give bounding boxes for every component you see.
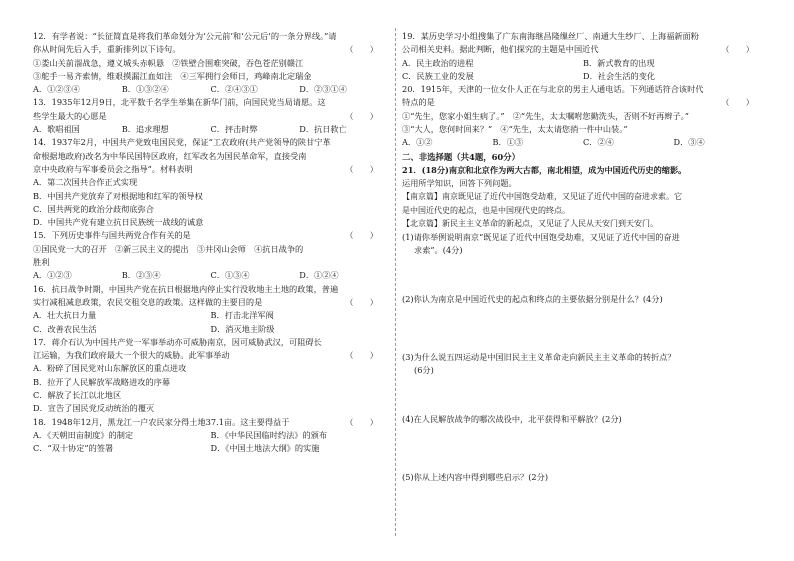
q13-option-d: D．抗日救亡	[299, 124, 347, 135]
q21-sub-4: (4)在人民解放战争的哪次战役中，北平获得和平解放？(2分)	[402, 414, 622, 425]
q16-stem-2: 实行减租减息政策，农民交租交息的政策。这样做的主要目的是	[33, 296, 263, 307]
q17-answer-paren: （ ）	[345, 350, 378, 361]
q21-sub-3a: (3)为什么说五四运动是中国旧民主主义革命走向新民主主义革命的转折点？	[402, 351, 676, 362]
q20-option-d: D．③④	[673, 137, 705, 148]
answer-space-3[interactable]	[402, 377, 764, 413]
q14-stem-3: 京中央政府与军事委员会之指导”。材料表明	[33, 163, 193, 174]
q21-sub-2: (2)你认为南京是中国近代史的起点和终点的主要依据分别是什么？(4分)	[402, 294, 663, 305]
q19-answer-paren: （ ）	[721, 44, 754, 55]
q13-stem-2: 些学生最大的心愿是	[33, 110, 107, 121]
q15-option-d: D．①②④	[299, 270, 339, 281]
q17-stem-2: 江运输，为我们政府最大一个很大的威胁。此军事举动	[33, 350, 230, 361]
q16-stem-1: 16．抗日战争时期，中国共产党在抗日根据地内停止实行没收地主土地的政策，普遍	[33, 283, 339, 294]
left-column	[33, 30, 388, 456]
q15-items-2: 胜利	[33, 257, 50, 268]
q12-items-1: ①娄山关前溜战急，遵义城头赤帜悬 ②铁壁合围难突破，吞色苍茫别赣江	[33, 57, 304, 68]
q20-stem-2: 特点的是	[402, 97, 435, 108]
q20-options	[402, 136, 764, 149]
q13-options	[33, 123, 388, 136]
q19-stem-1: 19．某历史学习小组搜集了广东南海继昌隆缫丝厂、南通大生纱厂、上海福新面粉	[402, 31, 699, 41]
q19-options-row-1	[402, 57, 764, 70]
q18-option-d: D．《中国土地法大纲》的实施	[210, 443, 320, 454]
right-column	[402, 30, 764, 484]
question-21	[402, 164, 764, 484]
q15-items-1: ①国民党一大的召开 ②新三民主义的提出 ③井冈山会师 ④抗日战争的	[33, 243, 304, 254]
q20-answer-paren: （ ）	[721, 97, 754, 108]
q15-option-b: B．②③④	[121, 270, 161, 281]
question-14	[33, 136, 388, 229]
q12-stem-1: 12．有学者说：“长征简直是将我们革命划分为‘公元前’和‘公元后’的一条分界线。”请	[33, 31, 337, 41]
section-heading-non-choice: 二、非选择题（共4题，60分）	[402, 151, 520, 162]
q18-stem: 18．1948年12月，黑龙江一户农民家分得土地37.1亩。这主要得益于	[33, 416, 290, 427]
q20-stem-1: 20．1915年，天津的一位女仆人正在与北京的男主人通电话。下列通话符合该时代	[402, 84, 704, 95]
q12-stem-2: 你从时间先后入手，重新排列以下诗句。	[33, 44, 181, 55]
q14-stem-1: 14．1937年2月，中国共产党致电国民党，保证“工农政府(共产党领导的陕甘宁革	[33, 137, 331, 148]
q21-material-nanjing-1: 【南京篇】南京既见证了近代中国饱受劫难，又见证了近代中国的奋进求索。它	[402, 192, 682, 202]
q18-options-row-1	[33, 429, 388, 442]
q20-option-c: C．②④	[583, 137, 614, 148]
q12-options	[33, 83, 388, 96]
answer-space-1[interactable]	[402, 257, 764, 293]
q12-option-c: C．②④③①	[210, 84, 258, 95]
q20-option-b: B．①③	[492, 137, 524, 148]
q12-option-b: B．①③②④	[121, 84, 169, 95]
q17-option-a: A．粉碎了国民党对山东解放区的重点进攻	[33, 363, 187, 374]
q13-answer-paren: （ ）	[345, 110, 378, 121]
q19-options-row-2	[402, 70, 764, 83]
q12-option-a: A．①②③④	[33, 84, 80, 95]
q21-sub-1b: 求索”。(4分)	[414, 245, 463, 256]
q13-option-a: A．歌唱祖国	[33, 124, 80, 135]
answer-space-2[interactable]	[402, 307, 764, 351]
q19-option-b: B．新式教育的出现	[583, 57, 655, 68]
q13-stem-1: 13．1935年12月9日，北平数千名学生举集在新华门前，向国民党当局请愿。这	[33, 97, 326, 108]
question-18	[33, 416, 388, 456]
q21-stem-1: 21．(18分)南京和北京作为两大古都，南北相望，成为中国近代历史的缩影。	[402, 164, 687, 175]
q13-option-c: C．抨击时弊	[210, 124, 258, 135]
q14-option-d: D．中国共产党有建立抗日民族统一战线的诚意	[33, 217, 204, 228]
q18-answer-paren: （ ）	[345, 416, 378, 427]
q17-option-b: B．拉开了人民解放军战略进攻的序幕	[33, 376, 171, 387]
q15-option-a: A．①②③	[33, 270, 72, 281]
q16-option-d: D．消灭地主阶级	[210, 323, 275, 334]
q20-option-a: A．①②	[402, 137, 433, 148]
q21-stem-2: 运用所学知识，回答下列问题。	[402, 177, 517, 188]
q21-material-nanjing-2: 是中国近代史的起点，也是中国现代史的终点。	[402, 205, 570, 215]
q17-option-d: D．宣告了国民党反动统治的覆灭	[33, 403, 155, 414]
q14-option-b: B．中国共产党放弃了对根据地和红军的领导权	[33, 190, 203, 201]
answer-space-4[interactable]	[402, 427, 764, 471]
q15-options	[33, 269, 388, 282]
q21-sub-3b: (6分)	[414, 364, 434, 375]
q15-stem: 15．下列历史事件与国共两党合作有关的是	[33, 230, 191, 241]
column-divider	[395, 28, 396, 536]
q18-options-row-2	[33, 442, 388, 455]
q21-sub-1a: (1)请你举例说明南京“既见证了近代中国饱受劫难，又见证了近代中国的奋进	[402, 231, 680, 242]
q17-stem-1: 17．蒋介石认为中国共产党一军事举动亦可威胁南京，因可威胁武汉，可阻碍长	[33, 336, 322, 347]
q17-option-c: C．解放了长江以北地区	[33, 390, 122, 401]
q14-option-c: C．国共两党的政治分歧彻底弥合	[33, 203, 154, 214]
q19-option-c: C．民族工业的发展	[402, 70, 474, 81]
q16-options-row-1	[33, 309, 388, 322]
q14-option-a: A．第二次国共合作正式实现	[33, 177, 138, 188]
q15-option-c: C．①③④	[210, 270, 250, 281]
q18-option-b: B．《中华民国临时约法》的颁布	[210, 429, 328, 440]
q16-options-row-2	[33, 323, 388, 336]
q13-option-b: B．追求理想	[121, 124, 169, 135]
q19-option-a: A．民主政治的进程	[402, 57, 474, 68]
q16-option-a: A．壮大抗日力量	[33, 310, 97, 321]
q15-answer-paren: （ ）	[345, 230, 378, 241]
q12-items-2: ③舵手一易齐索情，维艰摸漏江血如注 ④三军拥行会师日，鸡峰南北定瑞金	[33, 70, 312, 81]
question-17	[33, 336, 388, 416]
question-20	[402, 83, 764, 149]
q12-option-d: D．②③①④	[299, 84, 347, 95]
q16-option-b: B．打击北洋军阀	[210, 310, 274, 321]
q20-items-1: ①“先生，您家小姐生病了。” ②“先生，太太嘱咐您勤洗头，否则不好再辫子。”	[402, 110, 689, 121]
q16-option-c: C．改善农民生活	[33, 323, 97, 334]
question-13	[33, 96, 388, 136]
question-16	[33, 283, 388, 336]
q19-option-d: D．社会生活的变化	[583, 70, 656, 81]
q18-option-c: C．“双十协定”的签署	[33, 443, 114, 454]
q18-option-a: A．《天朝田亩制度》的制定	[33, 429, 134, 440]
q14-answer-paren: （ ）	[345, 163, 378, 174]
q20-items-2: ③“大人，您何时回来？” ④“先生，太太请您捎一件中山装。”	[402, 124, 628, 135]
q16-answer-paren: （ ）	[345, 296, 378, 307]
question-15	[33, 229, 388, 282]
q14-stem-2: 命根据地政府)改名为中华民国特区政府，红军改名为国民革命军，直接受南	[33, 150, 307, 161]
question-19	[402, 30, 764, 83]
q21-sub-5: (5)你从上述内容中得到哪些启示？(2分)	[402, 471, 549, 482]
q21-material-beijing: 【北京篇】新民主主义革命的新起点，又见证了人民从天安门到天安门。	[402, 219, 658, 229]
question-12	[33, 30, 388, 96]
q19-stem-2: 公司相关史料。据此判断，他们探究的主题是中国近代	[402, 44, 599, 55]
q12-answer-paren: （ ）	[345, 44, 378, 55]
